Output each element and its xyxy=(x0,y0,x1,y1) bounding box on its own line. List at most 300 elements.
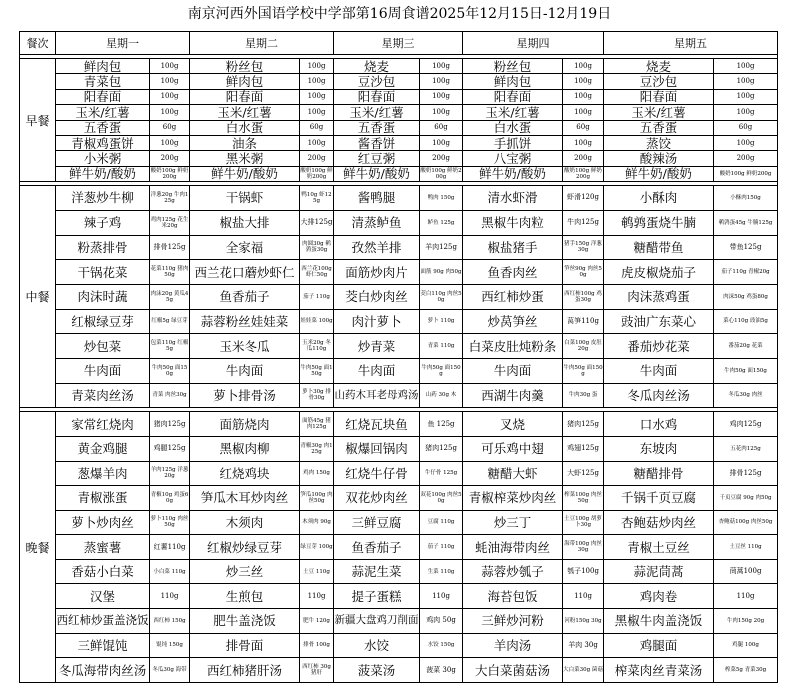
table-row xyxy=(20,284,778,309)
dish-wed: 鲜牛奶/酸奶 xyxy=(334,166,420,181)
qty-mon: 西红柿 150g xyxy=(150,609,190,634)
qty-thu: 100g xyxy=(563,89,604,104)
dish-mon: 香菇小白菜 xyxy=(56,559,150,584)
qty-mon: 羊肉125g 洋葱20g xyxy=(150,461,190,486)
dish-fri: 蒜泥茼蒿 xyxy=(604,559,714,584)
dish-fri: 小酥肉 xyxy=(604,186,714,211)
dish-wed: 牛肉面 xyxy=(334,358,420,383)
dish-mon: 洋葱炒牛柳 xyxy=(56,186,150,211)
qty-fri: 100g xyxy=(714,59,778,74)
qty-thu: 酸奶100g 鲜奶200g xyxy=(564,167,602,180)
dish-tue: 椒盐大排 xyxy=(190,210,300,235)
qty-fri: 茄子110g 青椒20g xyxy=(714,260,778,285)
day-header-fri: 星期五 xyxy=(604,32,778,55)
table-row xyxy=(20,186,778,211)
qty-fri: 排骨125g xyxy=(714,461,778,486)
dish-tue: 全家福 xyxy=(190,235,300,260)
table-row xyxy=(20,383,778,408)
dish-fri: 冬瓜肉丝汤 xyxy=(604,383,714,408)
dish-mon: 肉沫时蔬 xyxy=(56,284,150,309)
dish-thu: 白水蛋 xyxy=(463,120,563,135)
header-row xyxy=(20,32,778,55)
qty-fri: 茼蒿100g xyxy=(714,559,778,584)
dish-wed: 清蒸鲈鱼 xyxy=(334,210,420,235)
dish-mon: 青椒涨蛋 xyxy=(56,486,150,511)
qty-tue: 土豆 110g xyxy=(300,559,334,584)
dish-wed: 烧麦 xyxy=(334,59,420,74)
dish-fri: 豉油广东菜心 xyxy=(604,309,714,334)
qty-mon: 100g xyxy=(150,59,190,74)
qty-wed: 100g xyxy=(420,105,463,120)
dish-mon: 冬瓜海带肉丝汤 xyxy=(56,658,150,683)
table-row xyxy=(20,89,778,104)
dish-wed: 茭白炒肉丝 xyxy=(334,284,420,309)
dish-tue: 笋瓜木耳炒肉丝 xyxy=(190,486,300,511)
meal-label: 中餐 xyxy=(20,186,56,408)
dish-thu: 手抓饼 xyxy=(463,135,563,150)
qty-fri: 鸡腿 100g xyxy=(714,633,778,658)
qty-fri: 鸡肉125g xyxy=(714,412,778,437)
qty-tue: 110g xyxy=(300,584,334,609)
qty-fri: 100g xyxy=(714,74,778,89)
table-row xyxy=(20,358,778,383)
dish-fri: 鲜牛奶/酸奶 xyxy=(604,166,714,181)
dish-wed: 孜然羊排 xyxy=(334,235,420,260)
qty-thu: 虾滑120g xyxy=(563,186,604,211)
dish-thu: 蒜蓉炒瓠子 xyxy=(463,559,563,584)
qty-fri: 小酥肉150g xyxy=(714,186,778,211)
dish-fri: 烧麦 xyxy=(604,59,714,74)
qty-thu: 猪手150g 洋葱30g xyxy=(563,235,604,260)
dish-thu: 西湖牛肉羹 xyxy=(463,383,563,408)
dish-tue: 干锅虾 xyxy=(190,186,300,211)
qty-mon: 青椒10g 鸡蛋60g xyxy=(150,486,190,511)
qty-wed: 200g xyxy=(420,151,463,166)
qty-fri: 100g xyxy=(714,105,778,120)
qty-wed: 猪肉125g xyxy=(420,436,463,461)
dish-fri: 酸辣汤 xyxy=(604,151,714,166)
qty-mon: 洋葱20g 牛肉125g xyxy=(150,186,190,211)
dish-thu: 鲜肉包 xyxy=(463,74,563,89)
qty-mon: 100g xyxy=(150,89,190,104)
dish-wed: 提子蛋糕 xyxy=(334,584,420,609)
dish-thu: 鲜牛奶/酸奶 xyxy=(463,166,563,181)
dish-wed: 肉汁萝卜 xyxy=(334,309,420,334)
qty-tue: 鸭10g 虾125g xyxy=(300,186,334,211)
dish-wed: 炒青菜 xyxy=(334,334,420,359)
dish-mon: 黄金鸡腿 xyxy=(56,436,150,461)
dish-fri: 牛肉面 xyxy=(604,358,714,383)
qty-fri: 菜心110g 豉油5g xyxy=(714,309,778,334)
qty-mon: 鸡腿125g xyxy=(150,436,190,461)
dish-mon: 葱爆羊肉 xyxy=(56,461,150,486)
qty-thu: 白菜100g 皮肚20g xyxy=(563,334,604,359)
dish-tue: 粉丝包 xyxy=(190,59,300,74)
qty-wed: 60g xyxy=(420,120,463,135)
qty-tue: 100g xyxy=(300,105,334,120)
dish-thu: 黑椒牛肉粒 xyxy=(463,210,563,235)
qty-tue: 100g xyxy=(300,135,334,150)
dish-tue: 黑米粥 xyxy=(190,151,300,166)
dish-fri: 口水鸡 xyxy=(604,412,714,437)
qty-wed: 鲈鱼 125g xyxy=(420,210,463,235)
qty-tue: 肉圆30g 鹌鹑蛋30g xyxy=(300,235,334,260)
qty-wed: 酸奶100g 鲜奶200g xyxy=(420,167,462,180)
dish-thu: 白菜皮肚炖粉条 xyxy=(463,334,563,359)
dish-wed: 阳春面 xyxy=(334,89,420,104)
dish-wed: 菠菜汤 xyxy=(334,658,420,683)
qty-mon: 100g xyxy=(150,135,190,150)
dish-thu: 玉米/红薯 xyxy=(463,105,563,120)
dish-mon: 玉米/红薯 xyxy=(56,105,150,120)
qty-tue: 60g xyxy=(300,120,334,135)
dish-thu: 羊肉汤 xyxy=(463,633,563,658)
dish-tue: 萝卜排骨汤 xyxy=(190,383,300,408)
qty-fri: 60g xyxy=(714,120,778,135)
dish-wed: 五香蛋 xyxy=(334,120,420,135)
qty-tue: 玉米20g 冬瓜110g xyxy=(300,334,334,359)
qty-mon: 冬瓜30g 海带 xyxy=(150,658,190,683)
dish-wed: 水饺 xyxy=(334,633,420,658)
dish-wed: 山药木耳老母鸡汤 xyxy=(334,383,420,408)
dish-thu: 叉烧 xyxy=(463,412,563,437)
dish-tue: 生煎包 xyxy=(190,584,300,609)
dish-tue: 鲜肉包 xyxy=(190,74,300,89)
page-title: 南京河西外国语学校中学部第16周食谱2025年12月15日-12月19日 xyxy=(187,6,612,22)
qty-tue: 绿豆芽 100g xyxy=(300,535,334,560)
qty-fri: 牛肉50g 面150g xyxy=(714,358,778,383)
day-header-thu: 星期四 xyxy=(463,32,604,55)
qty-thu: 100g xyxy=(563,74,604,89)
qty-thu: 瓠子100g xyxy=(563,559,604,584)
qty-mon: 肉沫20g 黄瓜45g xyxy=(150,284,190,309)
dish-fri: 玉米/红薯 xyxy=(604,105,714,120)
qty-mon: 排骨125g xyxy=(150,235,190,260)
qty-thu: 100g xyxy=(563,105,604,120)
dish-fri: 黑椒牛肉盖浇饭 xyxy=(604,609,714,634)
qty-wed: 生菜 110g xyxy=(420,559,463,584)
qty-mon: 200g xyxy=(150,151,190,166)
qty-tue: 青椒30g 肉125g xyxy=(300,436,334,461)
dish-fri: 五香蛋 xyxy=(604,120,714,135)
dish-mon: 青菜包 xyxy=(56,74,150,89)
dish-mon: 红椒绿豆芽 xyxy=(56,309,150,334)
dish-mon: 鲜肉包 xyxy=(56,59,150,74)
qty-fri: 酸奶100g 鲜奶200g xyxy=(714,166,778,181)
table-row xyxy=(20,210,778,235)
qty-fri: 110g xyxy=(714,584,778,609)
qty-mon: 100g xyxy=(150,74,190,89)
dish-thu: 椒盐猪手 xyxy=(463,235,563,260)
qty-tue: 大排125g xyxy=(300,210,334,235)
qty-fri: 番茄20g 花菜 xyxy=(714,334,778,359)
qty-wed: 茄子 110g xyxy=(420,535,463,560)
table-row xyxy=(20,535,778,560)
table-row xyxy=(20,105,778,120)
qty-wed: 豆腐 110g xyxy=(420,510,463,535)
dish-tue: 排骨面 xyxy=(190,633,300,658)
qty-mon: 牛肉50g 面150g xyxy=(150,358,190,383)
meal-header: 餐次 xyxy=(20,32,56,55)
qty-wed: 菠菜 30g xyxy=(420,658,463,683)
qty-tue: 西兰花100g 虾仁50g xyxy=(300,260,334,285)
qty-tue: 茄子 110g xyxy=(300,284,334,309)
qty-wed: 鱼 125g xyxy=(420,412,463,437)
qty-fri: 千页豆腐 90g 肉50g xyxy=(714,486,778,511)
dish-fri: 番茄炒花菜 xyxy=(604,334,714,359)
dish-tue: 炒三丝 xyxy=(190,559,300,584)
qty-tue: 100g xyxy=(300,59,334,74)
dish-fri: 肉沫蒸鸡蛋 xyxy=(604,284,714,309)
qty-thu: 牛肉30g 蛋 xyxy=(563,383,604,408)
table-row xyxy=(20,135,778,150)
qty-wed: 茭白110g 肉丝50g xyxy=(420,284,463,309)
qty-tue: 200g xyxy=(300,151,334,166)
dish-tue: 油条 xyxy=(190,135,300,150)
dish-thu: 蚝油海带肉丝 xyxy=(463,535,563,560)
qty-thu: 60g xyxy=(563,120,604,135)
dish-tue: 白水蛋 xyxy=(190,120,300,135)
dish-tue: 牛肉面 xyxy=(190,358,300,383)
dish-tue: 肥牛盖浇饭 xyxy=(190,609,300,634)
qty-fri: 鹌鹑蛋45g 牛腩125g xyxy=(714,210,778,235)
qty-thu: 鸡翅125g xyxy=(563,436,604,461)
dish-mon: 粉蒸排骨 xyxy=(56,235,150,260)
dish-wed: 新疆大盘鸡刀削面 xyxy=(334,609,420,634)
table-row xyxy=(20,412,778,437)
dish-mon: 三鲜馄饨 xyxy=(56,633,150,658)
qty-fri: 牛肉150g 20g xyxy=(714,609,778,634)
qty-thu: 牛肉125g xyxy=(563,210,604,235)
qty-wed: 100g xyxy=(420,74,463,89)
table-row xyxy=(20,609,778,634)
dish-thu: 炒三丁 xyxy=(463,510,563,535)
dish-thu: 海苔包饭 xyxy=(463,584,563,609)
qty-mon: 60g xyxy=(150,120,190,135)
qty-thu: 羊肉 30g xyxy=(563,633,604,658)
dish-thu: 西红柿炒蛋 xyxy=(463,284,563,309)
dish-wed: 豆沙包 xyxy=(334,74,420,89)
dish-tue: 西兰花口蘑炒虾仁 xyxy=(190,260,300,285)
dish-mon: 小米粥 xyxy=(56,151,150,166)
dish-fri: 东坡肉 xyxy=(604,436,714,461)
table-row xyxy=(20,584,778,609)
dish-mon: 鲜牛奶/酸奶 xyxy=(56,166,150,181)
dish-tue: 阳春面 xyxy=(190,89,300,104)
dish-fri: 豆沙包 xyxy=(604,74,714,89)
dish-fri: 阳春面 xyxy=(604,89,714,104)
dish-tue: 黑椒肉柳 xyxy=(190,436,300,461)
dish-wed: 蒜泥生菜 xyxy=(334,559,420,584)
qty-mon: 馄饨 150g xyxy=(150,633,190,658)
dish-wed: 椒爆回锅肉 xyxy=(334,436,420,461)
table-row xyxy=(20,510,778,535)
table-row xyxy=(20,151,778,166)
day-header-tue: 星期二 xyxy=(190,32,334,55)
dish-mon: 辣子鸡 xyxy=(56,210,150,235)
dish-thu: 粉丝包 xyxy=(463,59,563,74)
qty-mon: 小白菜 110g xyxy=(150,559,190,584)
qty-tue: 娃娃菜 100g xyxy=(300,309,334,334)
table-row xyxy=(20,309,778,334)
qty-thu: 200g xyxy=(563,151,604,166)
table-row xyxy=(20,334,778,359)
table-row xyxy=(20,260,778,285)
qty-wed: 双花100g 肉丝50g xyxy=(420,486,463,511)
dish-mon: 牛肉面 xyxy=(56,358,150,383)
dish-tue: 鱼香茄子 xyxy=(190,284,300,309)
dish-mon: 西红柿炒蛋盖浇饭 xyxy=(56,609,150,634)
qty-fri: 榨菜5g 青菜30g xyxy=(714,658,778,683)
dish-mon: 青菜肉丝汤 xyxy=(56,383,150,408)
qty-wed: 青菜 110g xyxy=(420,334,463,359)
dish-wed: 红烧牛仔骨 xyxy=(334,461,420,486)
dish-thu: 牛肉面 xyxy=(463,358,563,383)
qty-mon: 鸡肉125g 花生米20g xyxy=(150,210,190,235)
dish-wed: 红豆粥 xyxy=(334,151,420,166)
qty-fri: 100g xyxy=(714,135,778,150)
qty-mon: 萝卜110g 肉丝50g xyxy=(150,510,190,535)
qty-mon: 红薯110g xyxy=(150,535,190,560)
day-header-wed: 星期三 xyxy=(334,32,463,55)
qty-mon: 花菜110g 猪肉50g xyxy=(150,260,190,285)
dish-wed: 玉米/红薯 xyxy=(334,105,420,120)
dish-thu: 阳春面 xyxy=(463,89,563,104)
dish-mon: 家常红烧肉 xyxy=(56,412,150,437)
dish-mon: 萝卜炒肉丝 xyxy=(56,510,150,535)
dish-tue: 玉米/红薯 xyxy=(190,105,300,120)
dish-thu: 三鲜炒河粉 xyxy=(463,609,563,634)
qty-wed: 山药 30g 木 xyxy=(420,383,463,408)
qty-thu: 100g xyxy=(563,59,604,74)
dish-wed: 酱鸭腿 xyxy=(334,186,420,211)
qty-thu: 西红柿100g 鸡蛋30g xyxy=(563,284,604,309)
qty-fri: 五花肉125g xyxy=(714,436,778,461)
dish-tue: 鲜牛奶/酸奶 xyxy=(190,166,300,181)
dish-tue: 红烧鸡块 xyxy=(190,461,300,486)
qty-fri: 肉沫50g 鸡蛋80g xyxy=(714,284,778,309)
dish-tue: 红椒炒绿豆芽 xyxy=(190,535,300,560)
qty-thu: 110g xyxy=(563,584,604,609)
qty-thu: 大虾125g xyxy=(563,461,604,486)
dish-fri: 鸡肉卷 xyxy=(604,584,714,609)
qty-thu: 土豆100g 胡萝卜30g xyxy=(563,510,604,535)
qty-tue: 面筋45g 猪肉125g xyxy=(300,412,334,437)
dish-fri: 蒸饺 xyxy=(604,135,714,150)
meal-label: 晚餐 xyxy=(20,412,56,683)
qty-mon: 猪肉125g xyxy=(150,412,190,437)
dish-tue: 木须肉 xyxy=(190,510,300,535)
dish-fri: 榨菜肉丝青菜汤 xyxy=(604,658,714,683)
qty-thu: 100g xyxy=(563,135,604,150)
dish-tue: 蒜蓉粉丝娃娃菜 xyxy=(190,309,300,334)
table-row xyxy=(20,559,778,584)
dish-wed: 红烧瓦块鱼 xyxy=(334,412,420,437)
qty-thu: 大白菜30g 菌菇 xyxy=(563,658,604,683)
qty-fri: 杏鲍菇100g 肉丝50g xyxy=(714,510,778,535)
qty-wed: 面筋 90g 肉50g xyxy=(420,260,463,285)
qty-tue: 笋瓜100g 肉丝50g xyxy=(300,486,334,511)
qty-fri: 冬瓜30g 肉丝 xyxy=(714,383,778,408)
dish-fri: 糖醋排骨 xyxy=(604,461,714,486)
dish-wed: 面筋炒肉片 xyxy=(334,260,420,285)
dish-mon: 阳春面 xyxy=(56,89,150,104)
dish-wed: 鱼香茄子 xyxy=(334,535,420,560)
table-row xyxy=(20,658,778,683)
qty-wed: 水饺 150g xyxy=(420,633,463,658)
qty-fri: 200g xyxy=(714,151,778,166)
table-row xyxy=(20,461,778,486)
dish-fri: 糖醋带鱼 xyxy=(604,235,714,260)
dish-thu: 可乐鸡中翅 xyxy=(463,436,563,461)
dish-thu: 八宝粥 xyxy=(463,151,563,166)
dish-wed: 酱香饼 xyxy=(334,135,420,150)
qty-thu: 榨菜100g 肉丝50g xyxy=(563,486,604,511)
dish-tue: 西红柿猪肝汤 xyxy=(190,658,300,683)
qty-thu: 河粉150g 30g xyxy=(563,609,604,634)
dish-mon: 蒸蜜薯 xyxy=(56,535,150,560)
qty-wed: 羊肉125g xyxy=(420,235,463,260)
dish-fri: 鸡腿面 xyxy=(604,633,714,658)
dish-fri: 青椒土豆丝 xyxy=(604,535,714,560)
qty-tue: 酸奶100g 鲜奶200g xyxy=(300,167,333,180)
qty-tue: 牛肉50g 面150g xyxy=(300,358,334,383)
qty-tue: 100g xyxy=(300,74,334,89)
qty-mon: 100g xyxy=(150,105,190,120)
qty-thu: 牛肉50g 面150g xyxy=(563,358,604,383)
qty-mon: 110g xyxy=(150,584,190,609)
table-row xyxy=(20,436,778,461)
qty-thu: 莴笋110g xyxy=(563,309,604,334)
qty-tue: 排骨 100g xyxy=(300,633,334,658)
qty-thu: 猪肉125g xyxy=(563,412,604,437)
dish-thu: 糖醋大虾 xyxy=(463,461,563,486)
qty-fri: 带鱼125g xyxy=(714,235,778,260)
menu-table xyxy=(19,31,778,683)
dish-fri: 鹌鹑蛋烧牛腩 xyxy=(604,210,714,235)
qty-mon: 包菜110g 红椒5g xyxy=(150,334,190,359)
table-row xyxy=(20,166,778,181)
qty-tue: 木须肉 90g xyxy=(300,510,334,535)
qty-wed: 牛仔骨 125g xyxy=(420,461,463,486)
table-row xyxy=(20,235,778,260)
qty-tue: 100g xyxy=(300,89,334,104)
dish-mon: 炒包菜 xyxy=(56,334,150,359)
qty-mon: 红椒5g 绿豆芽 xyxy=(150,309,190,334)
qty-thu: 笋丝90g 肉丝50g xyxy=(563,260,604,285)
dish-thu: 炒莴笋丝 xyxy=(463,309,563,334)
day-header-mon: 星期一 xyxy=(56,32,190,55)
dish-thu: 清水虾滑 xyxy=(463,186,563,211)
qty-tue: 萝卜30g 排骨30g xyxy=(300,383,334,408)
dish-thu: 鱼香肉丝 xyxy=(463,260,563,285)
dish-fri: 杏鲍菇炒肉丝 xyxy=(604,510,714,535)
table-row xyxy=(20,120,778,135)
qty-wed: 鸡肉 50g xyxy=(420,609,463,634)
qty-mon: 青菜 肉丝30g xyxy=(150,383,190,408)
dish-wed: 三鲜豆腐 xyxy=(334,510,420,535)
dish-mon: 汉堡 xyxy=(56,584,150,609)
qty-mon: 酸奶100g 鲜奶200g xyxy=(150,167,189,180)
dish-tue: 面筋烧肉 xyxy=(190,412,300,437)
dish-thu: 大白菜菌菇汤 xyxy=(463,658,563,683)
qty-tue: 鸡肉 150g xyxy=(300,461,334,486)
dish-mon: 干锅花菜 xyxy=(56,260,150,285)
dish-mon: 青椒鸡蛋饼 xyxy=(56,135,150,150)
table-row xyxy=(20,74,778,89)
qty-wed: 100g xyxy=(420,59,463,74)
dish-wed: 双花炒肉丝 xyxy=(334,486,420,511)
